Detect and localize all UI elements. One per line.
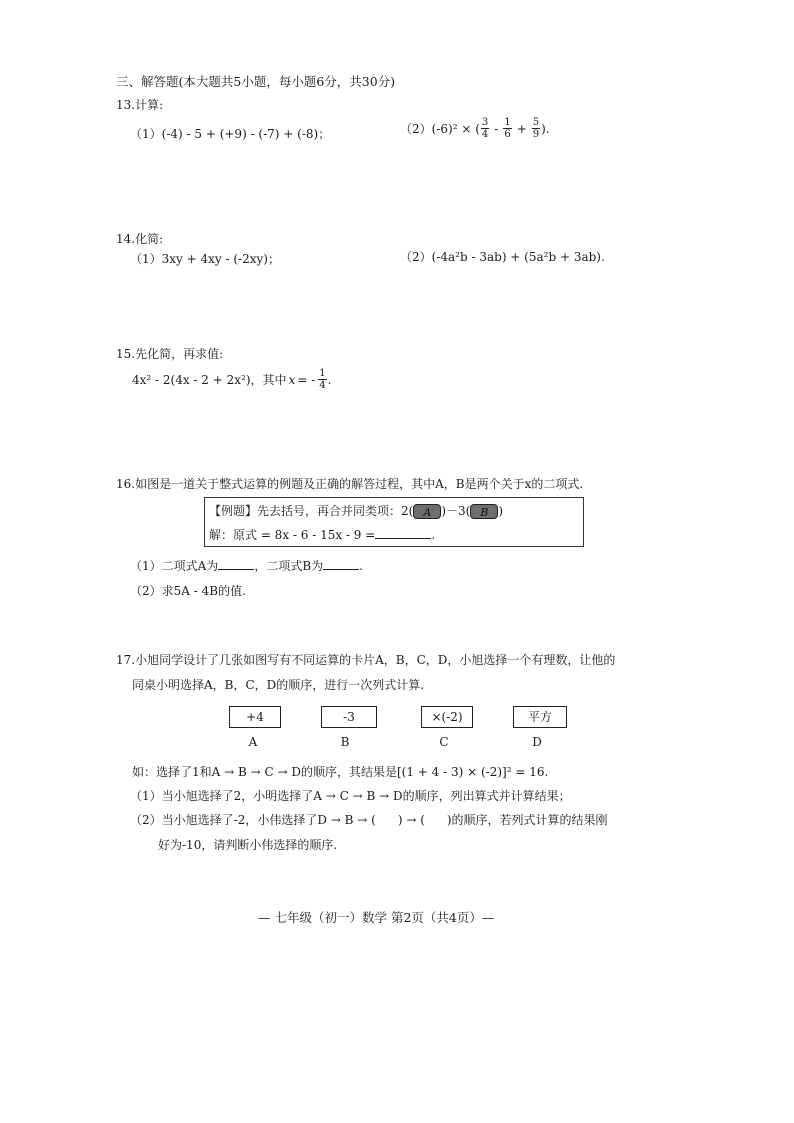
q15-eq: = - <box>297 372 316 387</box>
q13-fraction-3-num: 5 <box>532 117 540 128</box>
q13-fraction-2-num: 1 <box>504 117 511 128</box>
q16-example-mid: )－3( <box>441 504 471 518</box>
q16-example-end: . <box>431 528 436 542</box>
q15-fraction-den: 4 <box>319 380 326 391</box>
q14-part1-label: （1） <box>130 252 162 266</box>
q13-part2 <box>400 117 550 140</box>
q13-part1 <box>130 125 330 142</box>
q16-tag-b: B <box>470 504 498 519</box>
q15-fraction-num: 1 <box>319 368 326 379</box>
q16-blank-b[interactable] <box>323 558 359 570</box>
q13-fraction-2-den: 6 <box>504 129 511 140</box>
q13-stem: 13.计算: <box>116 98 164 112</box>
q14-part2-label: （2） <box>400 250 432 264</box>
q17-part2-b: ) → ( <box>397 813 425 827</box>
q14-part2 <box>400 248 605 265</box>
q13-part1-expr: (-4) - 5 + (+9) - (-7) + (-8)； <box>161 127 331 141</box>
q16-example-close: ) <box>498 504 504 518</box>
q13-part2-suffix: ). <box>541 121 550 136</box>
q15-expression <box>132 368 331 391</box>
q16-example-title: 【例题】先去括号，再合并同类项：2( <box>209 504 414 518</box>
q14-part1-expr: 3xy + 4xy - (-2xy)； <box>161 252 280 266</box>
q17-card-d-label: D <box>532 735 542 749</box>
q13-op-2: + <box>516 121 527 136</box>
q17-card-a-label: A <box>248 735 258 749</box>
q13-part1-label: （1） <box>130 127 162 141</box>
q15-end: . <box>327 372 332 387</box>
q16-tag-a: A <box>413 504 441 519</box>
q15-fraction <box>318 368 326 391</box>
q16-part1-end: . <box>359 559 363 573</box>
q13-part2-prefix: (-6)² × ( <box>431 121 480 136</box>
q17-part2-line1 <box>130 811 608 828</box>
q17-part2-a: （2）当小旭选择了-2，小伟选择了D → B → ( <box>130 813 376 827</box>
q13-fraction-1 <box>481 117 489 140</box>
q13-fraction-2 <box>503 117 511 140</box>
q13-fraction-3 <box>532 117 540 140</box>
q17-card-a: +4 <box>229 706 281 728</box>
q17-card-d: 平方 <box>513 706 567 728</box>
q16-example-box <box>204 497 584 547</box>
q15-expr: 4x² - 2(4x - 2 + 2x²)，其中 <box>132 373 287 387</box>
q15-var: x <box>288 372 296 387</box>
q17-part2-line2: 好为-10，请判断小伟选择的顺序. <box>158 838 338 852</box>
q16-example-title-row <box>209 502 503 519</box>
q13-fraction-3-den: 9 <box>532 129 540 140</box>
q17-example: 如：选择了1和A → B → C → D的顺序，其结果是[(1 + 4 - 3) × (-2)]² = 16. <box>132 765 549 779</box>
q16-example-solution: 解：原式 = 8x - 6 - 15x - 9 = <box>209 528 376 542</box>
q14-part2-expr: (-4a²b - 3ab) + (5a²b + 3ab). <box>431 250 605 264</box>
q17-stem-line2: 同桌小明选择A，B，C，D的顺序，进行一次列式计算. <box>132 678 425 692</box>
q16-solution-blank[interactable] <box>375 527 431 539</box>
section-title: 三、解答题(本大题共5小题，每小题6分，共30分) <box>116 74 396 89</box>
q15-stem: 15.先化简，再求值: <box>116 347 224 361</box>
q16-part1 <box>130 557 363 574</box>
q17-stem-line1: 17.小旭同学设计了几张如图写有不同运算的卡片A，B，C，D，小旭选择一个有理数，让他的 <box>116 653 616 667</box>
q13-fraction-1-num: 3 <box>481 117 489 128</box>
q17-card-b-label: B <box>340 735 350 749</box>
q16-part1-a: （1）二项式A为 <box>130 559 219 573</box>
q13-fraction-1-den: 4 <box>481 129 489 140</box>
q16-blank-a[interactable] <box>218 558 254 570</box>
q16-example-solution-row <box>209 526 435 543</box>
q16-part2: （2）求5A - 4B的值. <box>130 584 246 598</box>
q16-stem: 16.如图是一道关于整式运算的例题及正确的解答过程，其中A，B是两个关于x的二项式. <box>116 477 584 491</box>
q14-part1 <box>130 250 280 267</box>
q13-op-1: - <box>494 121 499 136</box>
q14-stem: 14.化简: <box>116 232 164 246</box>
q13-part2-label: （2） <box>400 122 432 136</box>
q17-part2-c: )的顺序，若列式计算的结果刚 <box>446 813 608 827</box>
q17-part1: （1）当小旭选择了2，小明选择了A → C → B → D的顺序，列出算式并计算结果； <box>130 789 571 803</box>
q16-part1-b: ，二项式B为 <box>254 559 324 573</box>
q17-card-c: ×(-2) <box>421 706 473 728</box>
page-footer: — 七年级（初一）数学 第2页（共4页）— <box>258 910 495 925</box>
q17-card-b: -3 <box>321 706 377 728</box>
q17-card-c-label: C <box>439 735 449 749</box>
